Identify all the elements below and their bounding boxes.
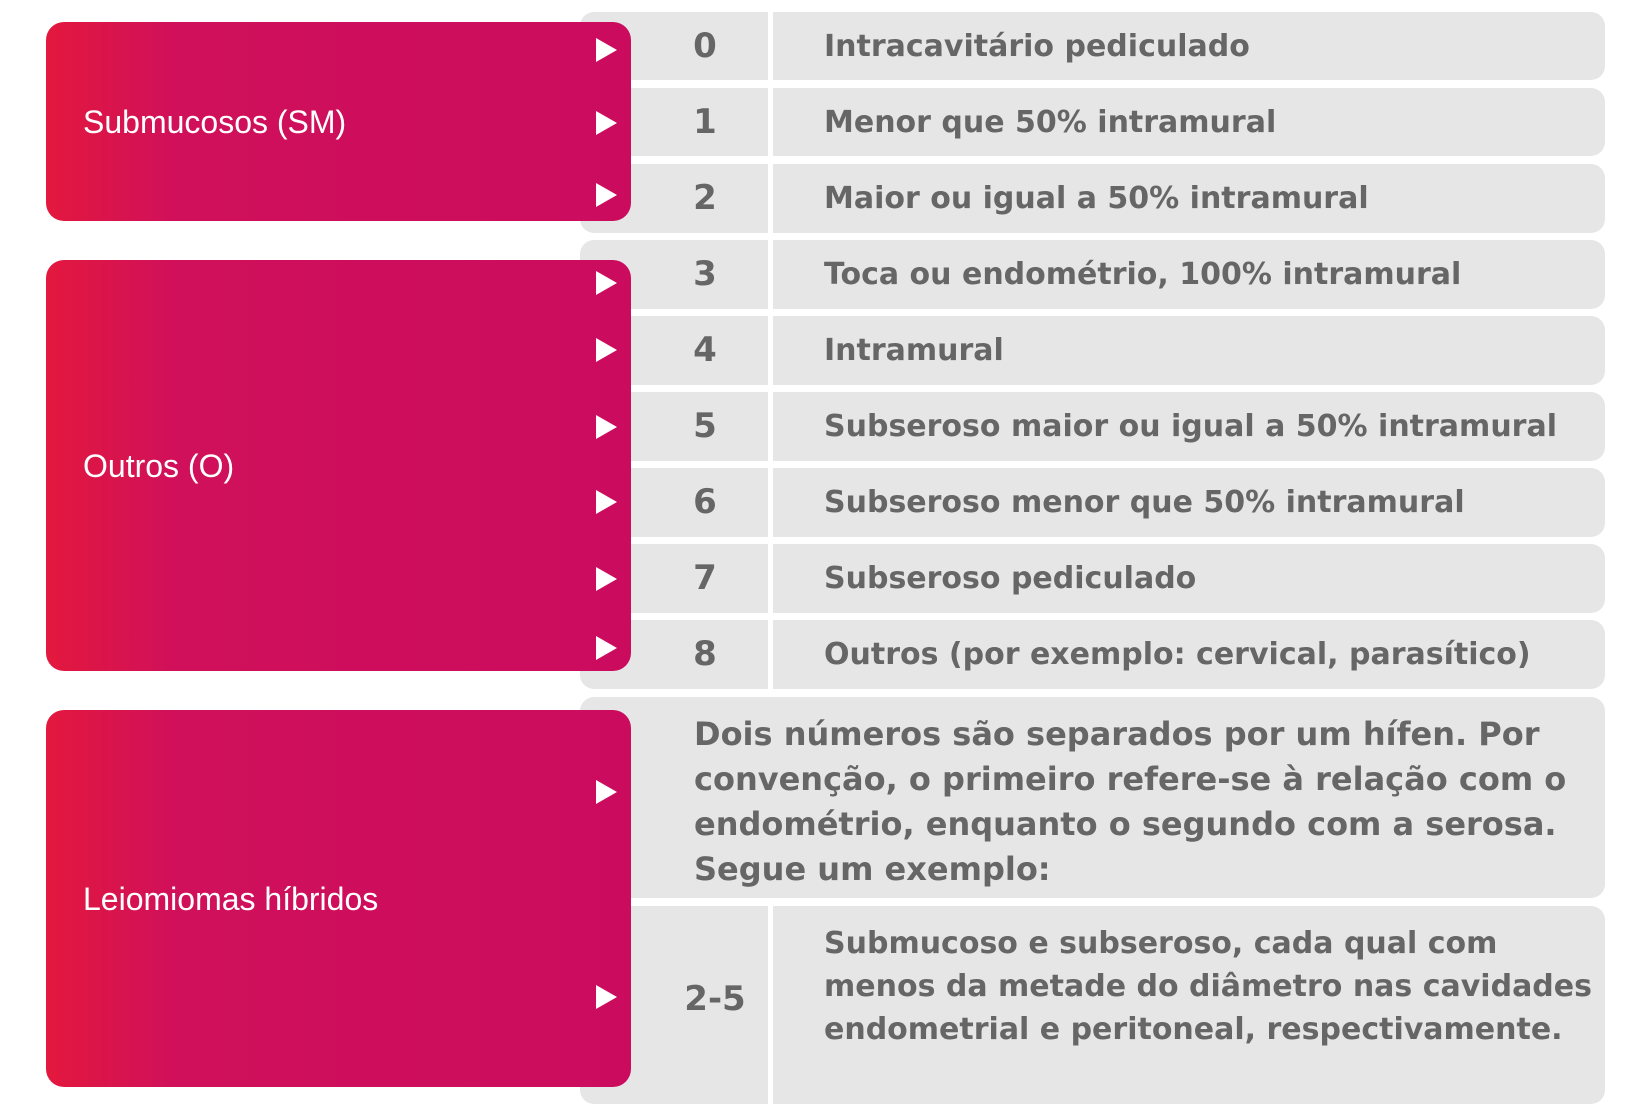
row-number: 3 <box>693 254 717 294</box>
triangle-right-icon <box>596 780 617 804</box>
row-description: Subseroso pediculado <box>824 561 1197 596</box>
triangle-right-icon <box>596 636 617 660</box>
category-leiomiomas-hibridos <box>46 710 631 1087</box>
triangle-right-icon <box>596 490 617 514</box>
row-number: 2 <box>693 178 717 218</box>
category-submucosos <box>46 22 631 221</box>
hybrid-example-number: 2-5 <box>684 979 746 1019</box>
row-description: Maior ou igual a 50% intramural <box>824 181 1369 216</box>
row-description: Subseroso maior ou igual a 50% intramural <box>824 409 1557 444</box>
triangle-right-icon <box>596 111 617 135</box>
triangle-right-icon <box>596 38 617 62</box>
row-number: 8 <box>693 634 717 674</box>
row-description: Menor que 50% intramural <box>824 105 1277 140</box>
category-label: Outros (O) <box>83 447 235 484</box>
hybrid-example-description: Submucoso e subseroso, cada qual com menos da metade do diâmetro nas cavidades endometrial e peritoneal, respectivamente. <box>824 926 1592 1047</box>
row-number: 0 <box>693 26 717 66</box>
row-number: 1 <box>693 102 717 142</box>
triangle-right-icon <box>596 183 617 207</box>
category-outros <box>46 260 631 671</box>
triangle-right-icon <box>596 338 617 362</box>
row-description: Intramural <box>824 333 1004 368</box>
triangle-right-icon <box>596 985 617 1009</box>
triangle-right-icon <box>596 271 617 295</box>
category-label: Leiomiomas híbridos <box>83 880 379 917</box>
row-number: 4 <box>693 330 717 370</box>
category-label: Submucosos (SM) <box>83 103 347 140</box>
triangle-right-icon <box>596 415 617 439</box>
row-number: 7 <box>693 558 717 598</box>
row-description: Subseroso menor que 50% intramural <box>824 485 1465 520</box>
row-number: 6 <box>693 482 717 522</box>
row-description: Toca ou endométrio, 100% intramural <box>824 257 1462 292</box>
hybrid-explanation: Dois números são separados por um hífen. Por convenção, o primeiro refere-se à relação com o endométrio, enquanto o segundo com a serosa. Segue um exemplo: <box>694 715 1567 888</box>
row-description: Intracavitário pediculado <box>824 29 1250 64</box>
triangle-right-icon <box>596 567 617 591</box>
row-number: 5 <box>693 406 717 446</box>
row-description: Outros (por exemplo: cervical, parasítico) <box>824 637 1531 672</box>
